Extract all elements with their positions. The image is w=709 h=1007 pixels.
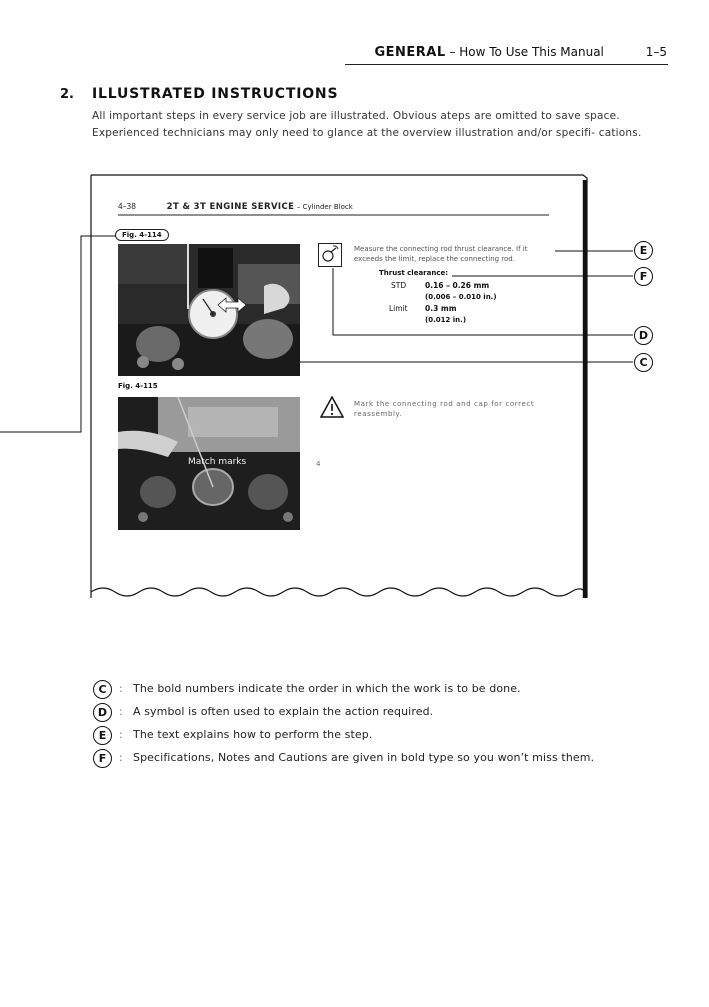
dial-gauge-illustration <box>118 244 300 376</box>
legend-letter: D <box>93 703 112 722</box>
legend-letter: F <box>93 749 112 768</box>
header-subtitle: – How To Use This Manual <box>449 45 604 59</box>
legend-letter: C <box>93 680 112 699</box>
callout-e: E <box>634 241 653 260</box>
sample-page-number: 4–38 <box>118 202 137 211</box>
running-header <box>0 45 667 60</box>
engine-service-subtitle: – Cylinder Block <box>296 203 353 211</box>
legend-text: Specifications, Notes and Cautions are given in bold type so you won’t miss them. <box>133 751 595 764</box>
thrust-clearance-title: Thrust clearance: <box>379 269 449 277</box>
legend-separator: : <box>119 728 123 741</box>
legend-item-e <box>93 726 693 746</box>
callout-c: C <box>634 353 653 372</box>
legend-separator: : <box>119 751 123 764</box>
callout-d: D <box>634 326 653 345</box>
sample-page-header <box>118 202 353 212</box>
section-number: 2. <box>60 87 74 102</box>
measure-instruction: Measure the connecting rod thrust clearance. If it exceeds the limit, replace the connecting rod. <box>354 245 528 263</box>
photo-caption: Match marks <box>188 457 247 467</box>
limit-label: Limit <box>389 304 408 313</box>
fig-4-114-label: Fig. 4-114 <box>115 229 169 241</box>
legend-separator: : <box>119 705 123 718</box>
measure-symbol-graphic <box>319 244 341 266</box>
mark-instruction: Mark the connecting rod and cap for correct reassembly. <box>354 400 535 418</box>
fig-4-115-label: Fig. 4-115 <box>118 382 158 390</box>
warning-triangle-graphic <box>320 396 344 418</box>
callout-f: F <box>634 267 653 286</box>
engine-service-title: 2T & 3T ENGINE SERVICE <box>166 202 295 212</box>
stray-mark: 4 <box>316 460 321 468</box>
legend-text: The bold numbers indicate the order in which the work is to be done. <box>133 682 521 695</box>
legend-item-c <box>93 680 693 700</box>
measure-symbol-icon <box>318 243 342 267</box>
legend-letter: E <box>93 726 112 745</box>
legend-text: The text explains how to perform the step. <box>133 728 373 741</box>
page-number: 1–5 <box>645 45 667 59</box>
header-section: GENERAL <box>374 45 446 60</box>
warning-triangle-icon <box>320 396 344 422</box>
section-title: ILLUSTRATED INSTRUCTIONS <box>92 86 339 102</box>
legend-separator: : <box>119 682 123 695</box>
std-inch: (0.006 – 0.010 in.) <box>425 293 497 301</box>
header-rule <box>345 64 668 65</box>
limit-inch: (0.012 in.) <box>425 316 467 324</box>
limit-value: 0.3 mm <box>425 304 457 313</box>
legend-text: A symbol is often used to explain the action required. <box>133 705 434 718</box>
std-value: 0.16 – 0.26 mm <box>425 281 490 290</box>
intro-paragraph: All important steps in every service job are illustrated. Obvious ateps are omitted to save space. Experienced technicians may only need to glance at the overview illustration and/or specifi- cations. <box>92 110 642 139</box>
legend-item-d <box>93 703 693 723</box>
photo-dial-gauge <box>118 244 300 376</box>
std-label: STD <box>391 281 407 290</box>
legend-item-f <box>93 749 693 769</box>
